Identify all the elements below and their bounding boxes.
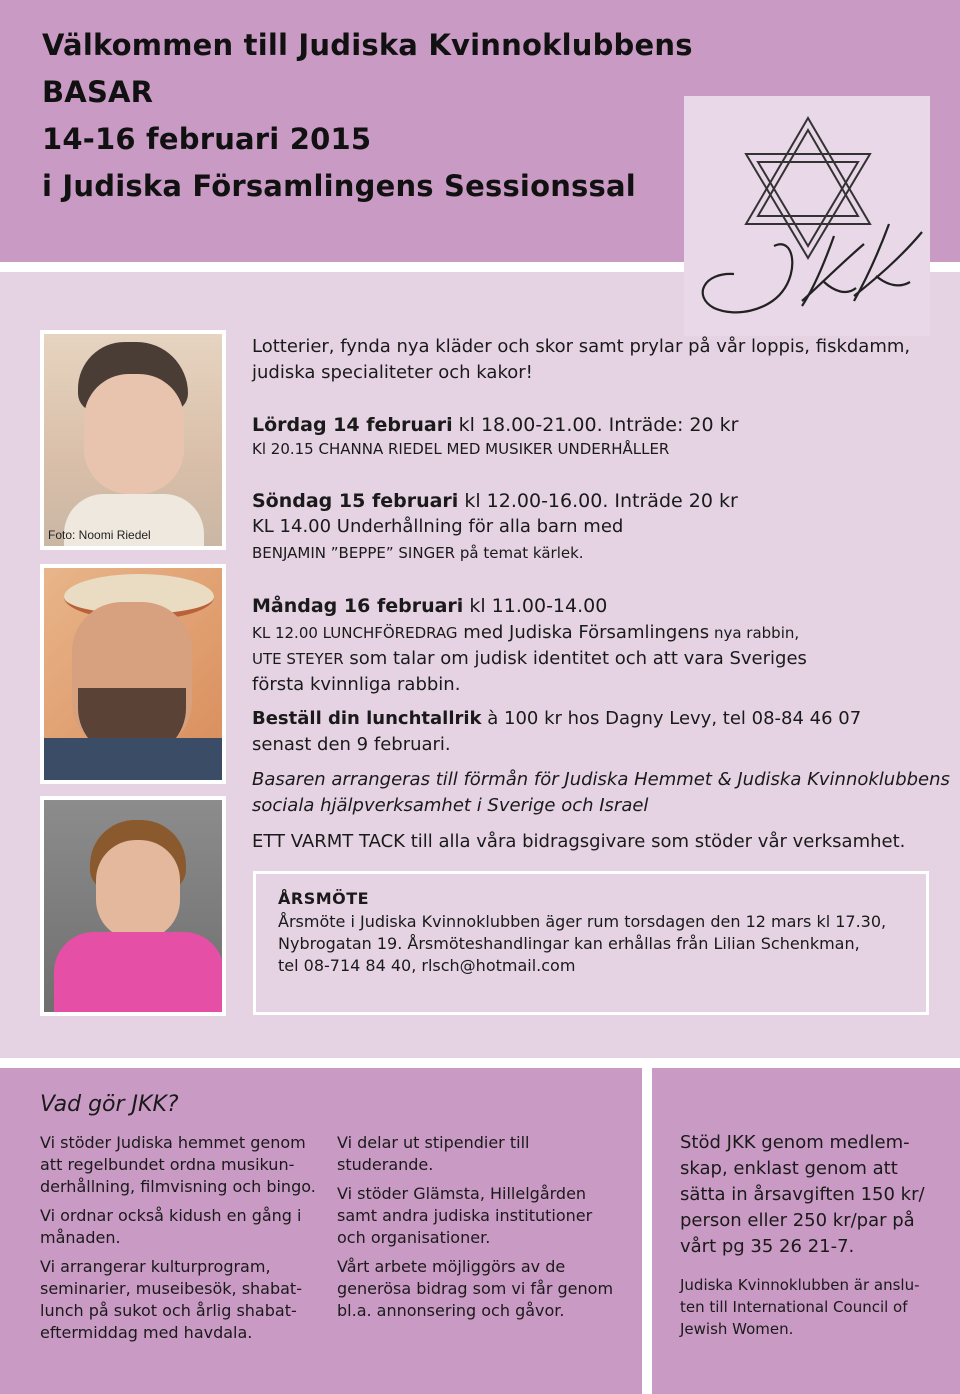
monday-speaker: UTE STEYER	[252, 650, 344, 668]
thanks-rest: till alla våra bidragsgivare som stöder vår verksamhet.	[404, 831, 906, 852]
header-title-line3: 14-16 februari 2015	[42, 122, 372, 156]
about-col1-line7: seminarier, museibesök, shabat-	[40, 1279, 302, 1298]
support-note-line3: Jewish Women.	[680, 1320, 794, 1338]
photo-ute-steyer	[40, 796, 226, 1016]
about-col1-line5: månaden.	[40, 1228, 121, 1247]
face-shape	[84, 374, 184, 494]
intro-line2: judiska specialiteter och kakor!	[252, 362, 533, 383]
about-col1-line3: derhållning, filmvisning och bingo.	[40, 1177, 316, 1196]
support-line2: skap, enklast genom att	[680, 1158, 898, 1179]
monday-lecture-mid: med Judiska Församlingens	[457, 622, 710, 643]
star-of-david-icon	[684, 96, 930, 336]
face-shape	[96, 840, 180, 940]
thanks-caps: ETT VARMT TACK	[252, 831, 405, 852]
sunday-performer: BENJAMIN ”BEPPE” SINGER på temat kärlek.	[252, 544, 584, 562]
photo-channa-riedel	[40, 330, 226, 550]
monday-day: Måndag 16 februari	[252, 595, 464, 617]
about-col2-line7: generösa bidrag som vi får genom	[337, 1279, 614, 1298]
monday-lecture-line2	[252, 646, 807, 672]
about-col1-line9: eftermiddag med havdala.	[40, 1323, 253, 1342]
jkk-logo	[684, 96, 930, 336]
about-col1-line1: Vi stöder Judiska hemmet genom	[40, 1133, 306, 1152]
monday-lecture-caps: KL 12.00 LUNCHFÖREDRAG	[252, 624, 458, 642]
about-col1-line8: lunch på sukot och årlig shabat-	[40, 1301, 297, 1320]
annual-meeting-line1: Årsmöte i Judiska Kvinnoklubben äger rum torsdagen den 12 mars kl 17.30,	[278, 912, 887, 931]
annual-meeting-line3: tel 08-714 84 40, rlsch@hotmail.com	[278, 956, 576, 975]
saturday-heading	[252, 412, 738, 438]
thanks-line	[252, 829, 905, 855]
photo-benjamin-singer	[40, 564, 226, 784]
monday-time: kl 11.00-14.00	[463, 595, 608, 617]
lunch-order-bold: Beställ din lunchtallrik	[252, 708, 482, 729]
support-note-line1: Judiska Kvinnoklubben är anslu-	[680, 1276, 920, 1294]
sunday-time: kl 12.00-16.00. Inträde 20 kr	[458, 490, 738, 512]
lunch-order-line1	[252, 706, 861, 732]
about-col2-line5: och organisationer.	[337, 1228, 491, 1247]
about-col2-line3: Vi stöder Glämsta, Hillelgården	[337, 1184, 587, 1203]
saturday-day: Lördag 14 februari	[252, 414, 453, 436]
monday-lecture-end: nya rabbin,	[709, 624, 800, 642]
monday-lecture-line1	[252, 620, 799, 646]
header-title-line4: i Judiska Församlingens Sessionssal	[42, 169, 636, 203]
annual-meeting-title: ÅRSMÖTE	[278, 889, 370, 908]
sunday-entertainment: KL 14.00 Underhållning för alla barn med	[252, 516, 624, 537]
about-col2-line4: samt andra judiska institutioner	[337, 1206, 593, 1225]
about-col1-line4: Vi ordnar också kidush en gång i	[40, 1206, 302, 1225]
intro-line1: Lotterier, fynda nya kläder och skor samt prylar på vår loppis, fiskdamm,	[252, 336, 911, 357]
about-col1-line6: Vi arrangerar kulturprogram,	[40, 1257, 271, 1276]
sunday-heading	[252, 488, 738, 514]
monday-lecture-line3: första kvinnliga rabbin.	[252, 674, 461, 695]
jacket-shape	[54, 932, 222, 1012]
jacket-shape	[44, 738, 222, 780]
sunday-day: Söndag 15 februari	[252, 490, 459, 512]
saturday-time: kl 18.00-21.00. Inträde: 20 kr	[452, 414, 739, 436]
header-title-line2: BASAR	[42, 75, 154, 109]
about-title: Vad gör JKK?	[40, 1092, 179, 1117]
about-col2-line8: bl.a. annonsering och gåvor.	[337, 1301, 565, 1320]
about-col1-line2: att regelbundet ordna musikun-	[40, 1155, 295, 1174]
support-note-line2: ten till International Council of	[680, 1298, 908, 1316]
support-line5: vårt pg 35 26 21-7.	[680, 1236, 855, 1257]
annual-meeting-line2: Nybrogatan 19. Årsmöteshandlingar kan erhållas från Lilian Schenkman,	[278, 934, 860, 953]
monday-heading	[252, 593, 607, 619]
about-col2-line2: studerande.	[337, 1155, 434, 1174]
support-line3: sätta in årsavgiften 150 kr/	[680, 1184, 925, 1205]
support-line1: Stöd JKK genom medlem-	[680, 1132, 910, 1153]
header-title-line1: Välkommen till Judiska Kvinnoklubbens	[42, 28, 693, 62]
lunch-order-line2: senast den 9 februari.	[252, 734, 451, 755]
benefit-line1: Basaren arrangeras till förmån för Judiska Hemmet & Judiska Kvinnoklubbens	[252, 769, 950, 790]
benefit-line2: sociala hjälpverksamhet i Sverige och Israel	[252, 795, 649, 816]
about-col2-line1: Vi delar ut stipendier till	[337, 1133, 530, 1152]
about-col2-line6: Vårt arbete möjliggörs av de	[337, 1257, 566, 1276]
monday-topic: som talar om judisk identitet och att vara Sveriges	[343, 648, 807, 669]
saturday-entertainment: Kl 20.15 CHANNA RIEDEL MED MUSIKER UNDERHÅLLER	[252, 440, 670, 458]
lunch-order-rest: à 100 kr hos Dagny Levy, tel 08-84 46 07	[481, 708, 862, 729]
support-line4: person eller 250 kr/par på	[680, 1210, 915, 1231]
photo-caption: Foto: Noomi Riedel	[48, 528, 151, 542]
